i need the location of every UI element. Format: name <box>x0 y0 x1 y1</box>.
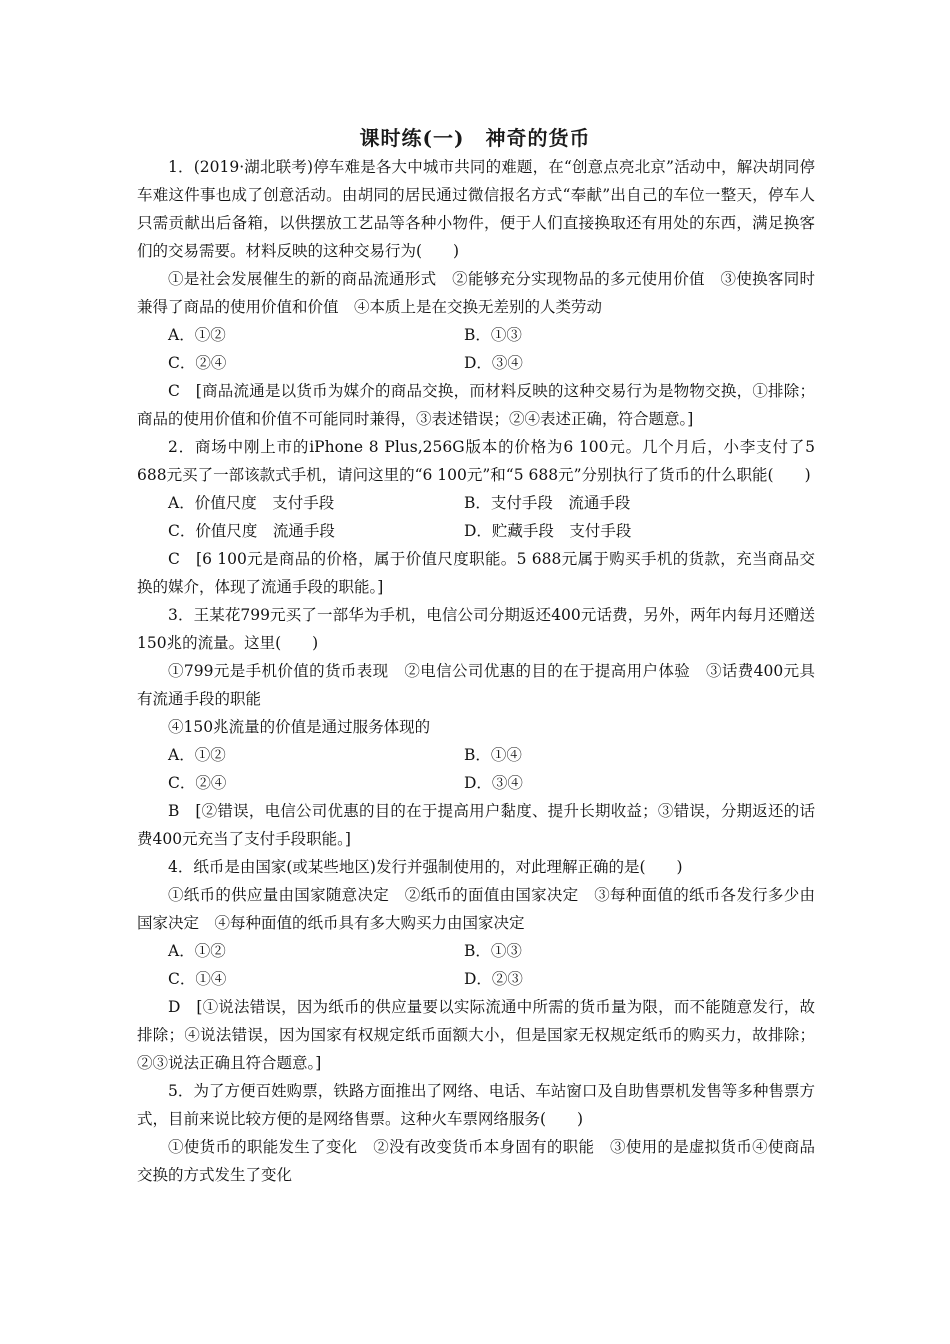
question-4-options-row-2 <box>137 965 815 993</box>
question-4-options-row-1 <box>137 937 815 965</box>
question-3-options-row-1 <box>137 741 815 769</box>
question-2-stem: 2．商场中刚上市的iPhone 8 Plus,256G版本的价格为6 100元。几个月后，小李支付了5 688元买了一部该款式手机，请问这里的“6 100元”和“5 688元”分别执行了货币的什么职能( ) <box>137 438 815 484</box>
option-b: B．支付手段 流通手段 <box>464 494 631 512</box>
question-3-options-row-2 <box>137 769 815 797</box>
option-c: C．价值尺度 流通手段 <box>168 522 335 540</box>
option-c: C．①④ <box>168 970 227 988</box>
question-1-items: ①是社会发展催生的新的商品流通形式 ②能够充分实现物品的多元使用价值 ③使换客同时兼得了商品的使用价值和价值 ④本质上是在交换无差别的人类劳动 <box>137 270 815 316</box>
question-1-stem: 1．(2019·湖北联考)停车难是各大中城市共同的难题，在“创意点亮北京”活动中，解决胡同停车难这件事也成了创意活动。由胡同的居民通过微信报名方式“奉献”出自己的车位一整天，停车人只需贡献出后备箱，以供摆放工艺品等各种小物件，便于人们直接换取还有用处的东西，满足换客们的交易需要。材料反映的这种交易行为( ) <box>137 158 815 260</box>
question-list <box>137 153 815 1189</box>
option-b: B．①④ <box>464 746 522 764</box>
question-4-answer: D [①说法错误，因为纸币的供应量要以实际流通中所需的货币量为限，而不能随意发行，故排除；④说法错误，因为国家有权规定纸币面额大小，但是国家无权规定纸币的购买力，故排除；②③说法正确且符合题意。] <box>137 998 815 1072</box>
option-c: C．②④ <box>168 774 227 792</box>
option-c: C．②④ <box>168 354 227 372</box>
question-5-stem: 5．为了方便百姓购票，铁路方面推出了网络、电话、车站窗口及自助售票机发售等多种售票方式，目前来说比较方便的是网络售票。这种火车票网络服务( ) <box>137 1082 815 1128</box>
page-title: 课时练(一) 神奇的货币 <box>359 126 591 150</box>
question-2-options-row-2 <box>137 517 815 545</box>
question-4-items: ①纸币的供应量由国家随意决定 ②纸币的面值由国家决定 ③每种面值的纸币各发行多少由国家决定 ④每种面值的纸币具有多大购买力由国家决定 <box>137 886 815 932</box>
question-2-options-row-1 <box>137 489 815 517</box>
option-b: B．①③ <box>464 942 522 960</box>
question-3-items: ①799元是手机价值的货币表现 ②电信公司优惠的目的在于提高用户体验 ③话费400元具有流通手段的职能 <box>137 662 815 708</box>
option-a: A．①② <box>168 326 226 344</box>
question-4-stem: 4．纸币是由国家(或某些地区)发行并强制使用的，对此理解正确的是( ) <box>168 858 683 876</box>
option-d: D．③④ <box>464 774 523 792</box>
option-a: A．①② <box>168 746 226 764</box>
question-1-answer: C [商品流通是以货币为媒介的商品交换，而材料反映的这种交易行为是物物交换，①排除；商品的使用价值和价值不可能同时兼得，③表述错误；②④表述正确，符合题意。] <box>137 382 815 428</box>
option-d: D．贮藏手段 支付手段 <box>464 522 632 540</box>
option-d: D．③④ <box>464 354 523 372</box>
option-a: A．①② <box>168 942 226 960</box>
option-d: D．②③ <box>464 970 523 988</box>
question-5-items: ①使货币的职能发生了变化 ②没有改变货币本身固有的职能 ③使用的是虚拟货币④使商品交换的方式发生了变化 <box>137 1138 815 1184</box>
question-3-answer: B [②错误，电信公司优惠的目的在于提高用户黏度、提升长期收益；③错误，分期返还的话费400元充当了支付手段职能。] <box>137 802 815 848</box>
question-2-answer: C [6 100元是商品的价格，属于价值尺度职能。5 688元属于购买手机的货款，充当商品交换的媒介，体现了流通手段的职能。] <box>137 550 815 596</box>
option-b: B．①③ <box>464 326 522 344</box>
question-3-stem: 3．王某花799元买了一部华为手机，电信公司分期返还400元话费，另外，两年内每月还赠送150兆的流量。这里( ) <box>137 606 815 652</box>
question-1-options-row-1 <box>137 321 815 349</box>
question-1-options-row-2 <box>137 349 815 377</box>
question-3-items-2: ④150兆流量的价值是通过服务体现的 <box>168 718 431 736</box>
option-a: A．价值尺度 支付手段 <box>168 494 335 512</box>
